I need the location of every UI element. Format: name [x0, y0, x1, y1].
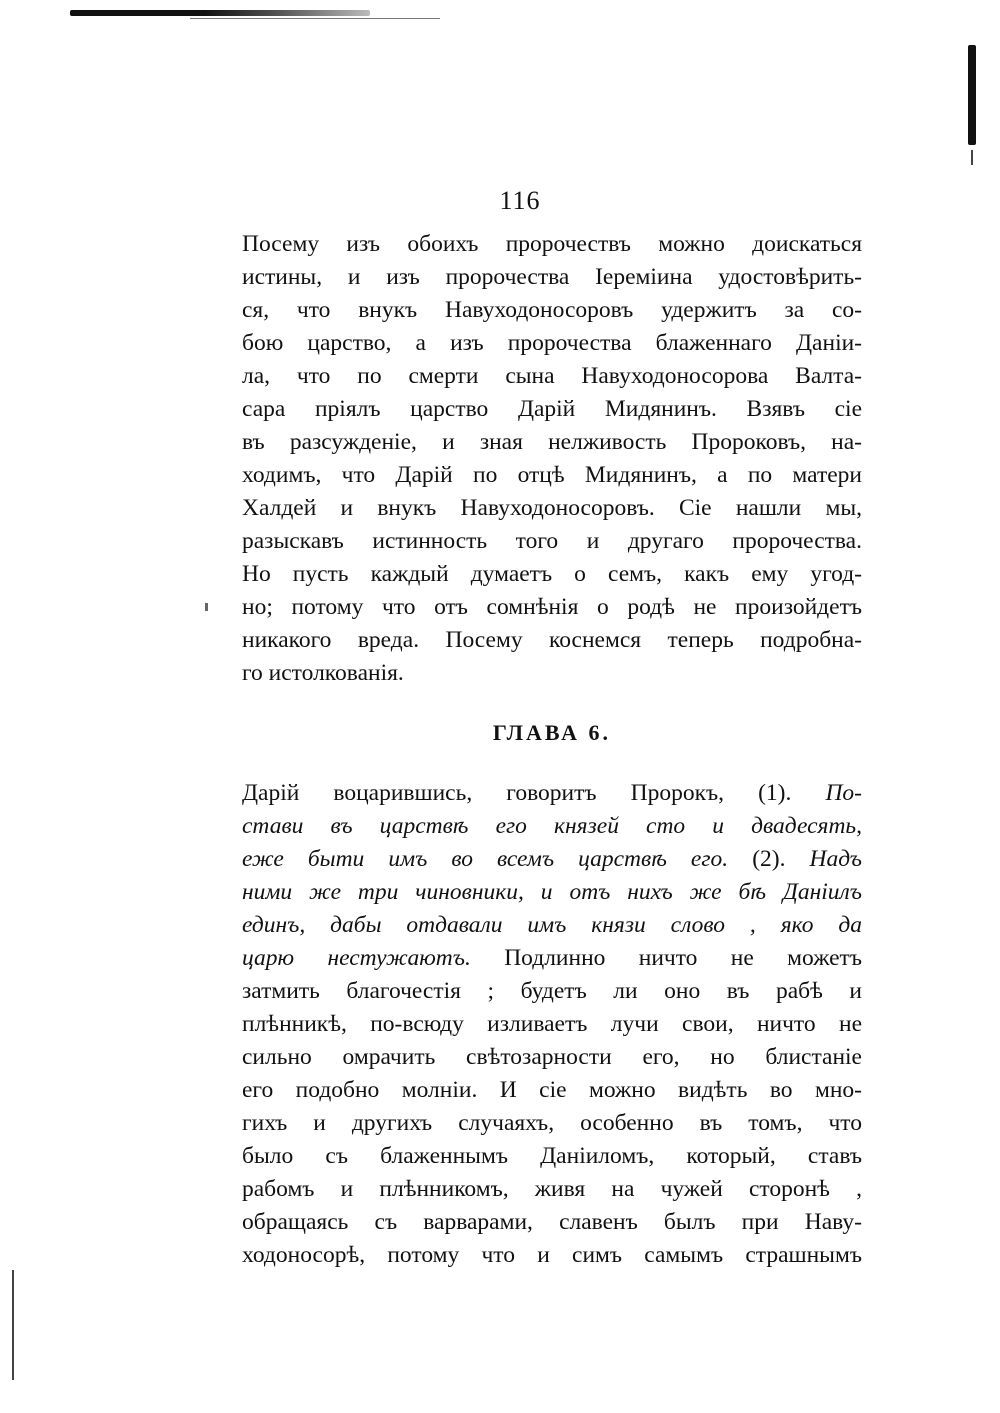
text-line: Халдей и внукъ Навуходоносоровъ. Сіе нашли мы,: [242, 495, 862, 521]
text-segment: ходоносорѣ, потому что и симъ самымъ страшнымъ: [242, 1242, 862, 1268]
page-number: 116: [499, 186, 541, 215]
text-line: [242, 876, 862, 909]
text-line: Посему изъ обоихъ пророчествъ можно доискаться: [242, 231, 862, 257]
text-line: бою царство, а изъ пророчества блаженнаго Даніи-: [242, 330, 862, 356]
text-line: [242, 909, 862, 942]
paragraph-2: [242, 777, 862, 1272]
scan-artifact-right-mark: [971, 150, 973, 165]
text-line: Но пусть каждый думаетъ о семъ, какъ ему угод-: [242, 561, 862, 587]
scan-artifact-speck: [205, 603, 208, 611]
paragraph-1: [242, 228, 862, 690]
text-line: [242, 777, 862, 810]
text-line: въ разсужденіе, и зная нелживость Пророковъ, на-: [242, 429, 862, 455]
italic-text-segment: единъ, дабы отдавали имъ князи слово , яко да: [242, 912, 862, 938]
text-line: но; потому что отъ сомнѣнія о родѣ не произойдетъ: [242, 594, 862, 620]
text-line: [242, 1140, 862, 1173]
text-line: [242, 1107, 862, 1140]
scan-artifact-left-edge: [12, 1270, 14, 1380]
italic-text-segment: По-: [825, 780, 862, 806]
text-segment: затмить благочестія ; будетъ ли оно въ рабѣ и: [242, 978, 862, 1004]
italic-text-segment: Надъ: [809, 846, 862, 872]
text-segment: рабомъ и плѣнникомъ, живя на чужей сторонѣ ,: [242, 1176, 862, 1202]
scan-artifact-top-rule: [70, 10, 370, 16]
text-segment: плѣнникѣ, по-всюду изливаетъ лучи свои, ничто не: [242, 1011, 862, 1037]
italic-text-segment: ними же три чиновники, и отъ нихъ же бѣ Даніилъ: [242, 879, 862, 905]
text-line: [242, 810, 862, 843]
text-line: [242, 1041, 862, 1074]
text-segment: (2).: [752, 846, 810, 872]
text-segment: сильно омрачить свѣтозарности его, но блистаніе: [242, 1044, 862, 1070]
text-line: [242, 1206, 862, 1239]
text-line: ходимъ, что Дарій по отцѣ Мидянинъ, а по матери: [242, 462, 862, 488]
text-line: разыскавъ истинность того и другаго пророчества.: [242, 528, 862, 554]
italic-text-segment: царю нестужаютъ.: [242, 945, 505, 971]
chapter-heading: ГЛАВА 6.: [492, 720, 612, 745]
text-line: сара пріялъ царство Дарій Мидянинъ. Взявъ сіе: [242, 396, 862, 422]
text-line: никакого вреда. Посему коснемся теперь подробна-: [242, 627, 862, 653]
text-segment: гихъ и другихъ случаяхъ, особенно въ томъ, что: [242, 1110, 862, 1136]
text-line: [242, 975, 862, 1008]
text-line: истины, и изъ пророчества Іереміина удостовѣрить-: [242, 264, 862, 290]
text-line: [242, 843, 862, 876]
text-segment: его подобно молніи. И сіе можно видѣть во мно-: [242, 1077, 862, 1103]
text-segment: обращаясь съ варварами, славенъ былъ при Наву-: [242, 1209, 862, 1235]
text-segment: Дарій воцарившись, говоритъ Пророкъ, (1).: [242, 780, 826, 806]
scan-artifact-right-edge: [968, 45, 976, 145]
text-line: [242, 1074, 862, 1107]
italic-text-segment: стави въ царствѣ его князей сто и двадесять,: [242, 813, 862, 839]
text-line: [242, 1008, 862, 1041]
text-line: ла, что по смерти сына Навуходоносорова Валта-: [242, 363, 862, 389]
text-line: го истолкованія.: [242, 660, 404, 686]
text-line: ся, что внукъ Навуходоносоровъ удержитъ за со-: [242, 297, 862, 323]
italic-text-segment: еже быти имъ во всемъ царствѣ его.: [242, 846, 753, 872]
text-line: [242, 1239, 862, 1272]
text-segment: Подлинно ничто не можетъ: [504, 945, 862, 971]
text-segment: было съ блаженнымъ Даніиломъ, который, ставъ: [242, 1143, 862, 1169]
text-line: [242, 942, 862, 975]
text-line: [242, 1173, 862, 1206]
